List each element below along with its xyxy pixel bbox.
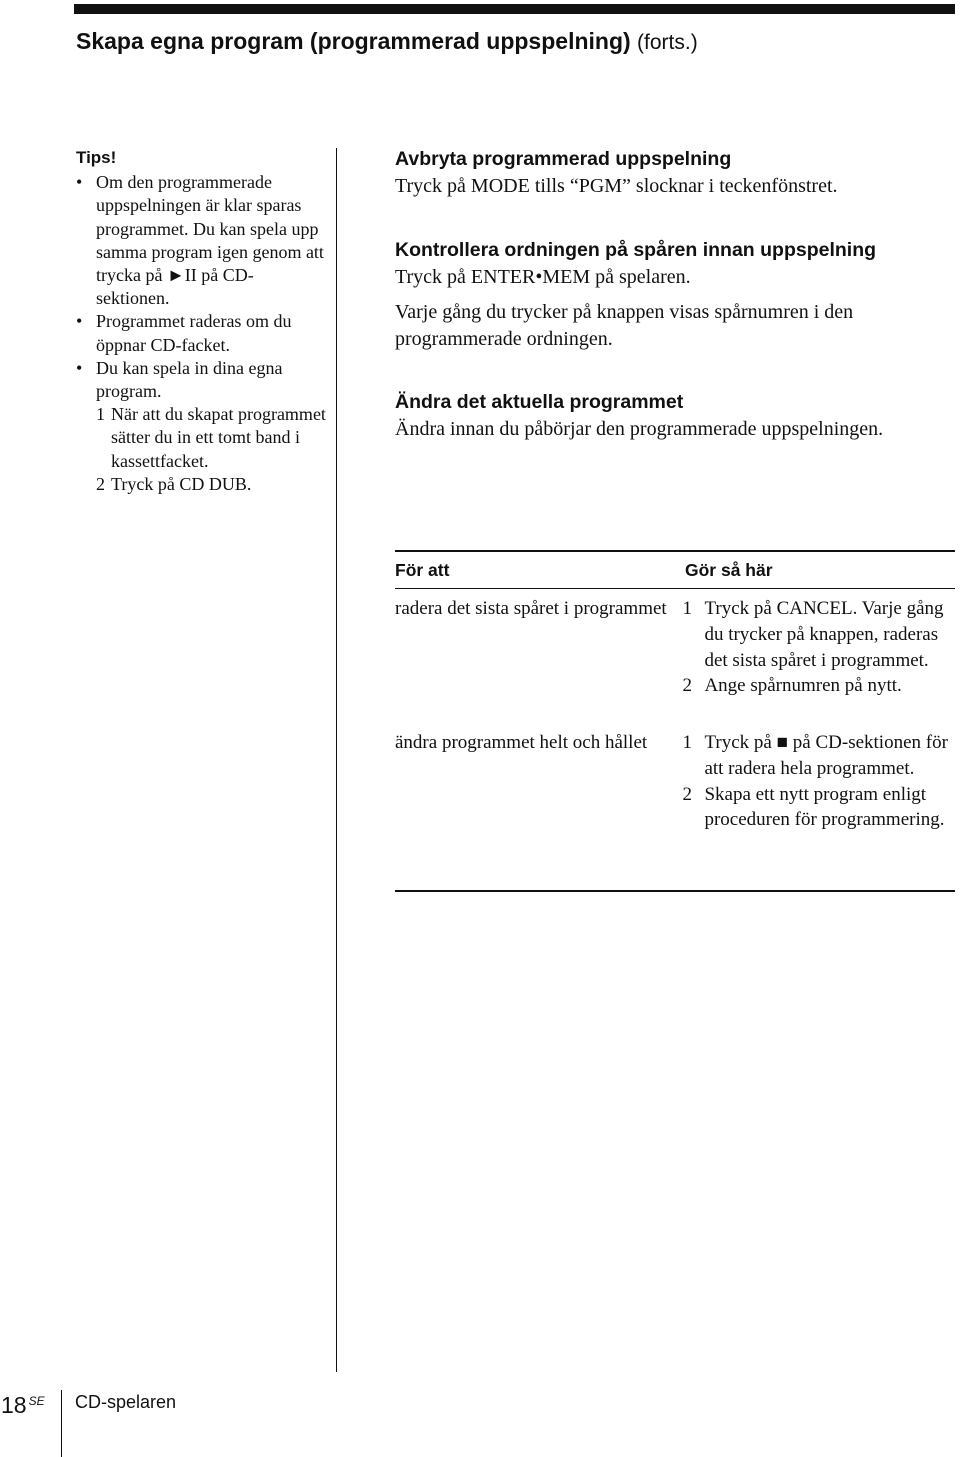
table-cell-action: ändra programmet helt och hållet xyxy=(395,732,648,753)
tip-item xyxy=(76,357,326,403)
table-rule xyxy=(395,890,955,892)
section-paragraph: Tryck på MODE tills “PGM” slocknar i teckenfönstret. xyxy=(395,175,838,197)
bullet: • xyxy=(76,172,83,193)
tip-text: Om den programmerade uppspelningen är klar sparas programmet. Du kan spela upp samma program igen genom att trycka på ►II på CD-sektionen. xyxy=(96,172,324,309)
step-text: Tryck på ■ på CD-sektionen för att radera hela programmet. xyxy=(704,732,948,779)
section-paragraph: Tryck på ENTER•MEM på spelaren. xyxy=(395,265,691,288)
step-number: 1 xyxy=(96,404,105,425)
locale-code: SE xyxy=(28,1394,45,1408)
page-number-value: 18 xyxy=(1,1392,27,1418)
column-header: För att xyxy=(395,559,450,580)
bullet: • xyxy=(76,311,83,332)
tips-box xyxy=(76,146,326,496)
column-header: Gör så här xyxy=(685,559,773,580)
page-title-text: Skapa egna program (programmerad uppspelning) xyxy=(76,28,631,54)
tip-item xyxy=(76,171,326,310)
section-paragraph: Ändra innan du påbörjar den programmerade uppspelningen. xyxy=(395,418,884,440)
tips-heading: Tips! xyxy=(76,148,117,167)
tip-text: Du kan spela in dina egna program. xyxy=(96,357,283,402)
step-number: 2 xyxy=(682,675,692,697)
table-cell-action: radera det sista spåret i programmet xyxy=(395,598,667,619)
step-text: Tryck på CD DUB. xyxy=(111,473,252,494)
table-row xyxy=(395,589,955,730)
step xyxy=(682,596,955,673)
section-paragraph: Varje gång du trycker på knappen visas spårnumren i den programmerade ordningen. xyxy=(395,301,854,350)
table-cell-steps xyxy=(682,730,955,890)
step xyxy=(682,673,955,699)
tip-sub-step xyxy=(76,473,326,496)
step-number: 1 xyxy=(682,732,692,753)
section-heading-check-order: Kontrollera ordningen på spåren innan uppspelning xyxy=(395,238,877,261)
instructions-table xyxy=(395,550,955,892)
section-heading-cancel: Avbryta programmerad uppspelning xyxy=(395,148,732,170)
step-text: Tryck på CANCEL. Varje gång du trycker på knappen, raderas det sista spåret i programmet. xyxy=(704,598,944,671)
bullet: • xyxy=(76,357,83,378)
step-text: När att du skapat programmet sätter du in ett tomt band i kassettfacket. xyxy=(111,404,326,471)
table-cell-steps xyxy=(682,596,955,730)
tip-sub-step xyxy=(76,403,326,473)
step xyxy=(682,730,955,782)
page-title-suffix: (forts.) xyxy=(637,31,698,54)
step-number: 1 xyxy=(682,598,692,619)
main-content xyxy=(395,146,955,443)
tip-text: Programmet raderas om du öppnar CD-facket. xyxy=(96,311,292,355)
page-number xyxy=(1,1387,45,1419)
footer-section-name: CD-spelaren xyxy=(75,1392,177,1412)
table-header-row xyxy=(395,552,955,588)
step xyxy=(682,782,955,834)
table-row xyxy=(395,730,955,890)
top-rule xyxy=(74,4,955,14)
step-number: 2 xyxy=(682,783,692,805)
tip-item xyxy=(76,310,326,356)
page-title xyxy=(76,26,698,58)
footer-divider xyxy=(61,1390,62,1457)
step-text: Skapa ett nytt program enligt proceduren för programmering. xyxy=(704,783,945,831)
step-text: Ange spårnumren på nytt. xyxy=(704,675,902,697)
column-divider xyxy=(336,148,337,1372)
section-heading-change-program: Ändra det aktuella programmet xyxy=(395,391,684,413)
step-number: 2 xyxy=(96,473,105,494)
